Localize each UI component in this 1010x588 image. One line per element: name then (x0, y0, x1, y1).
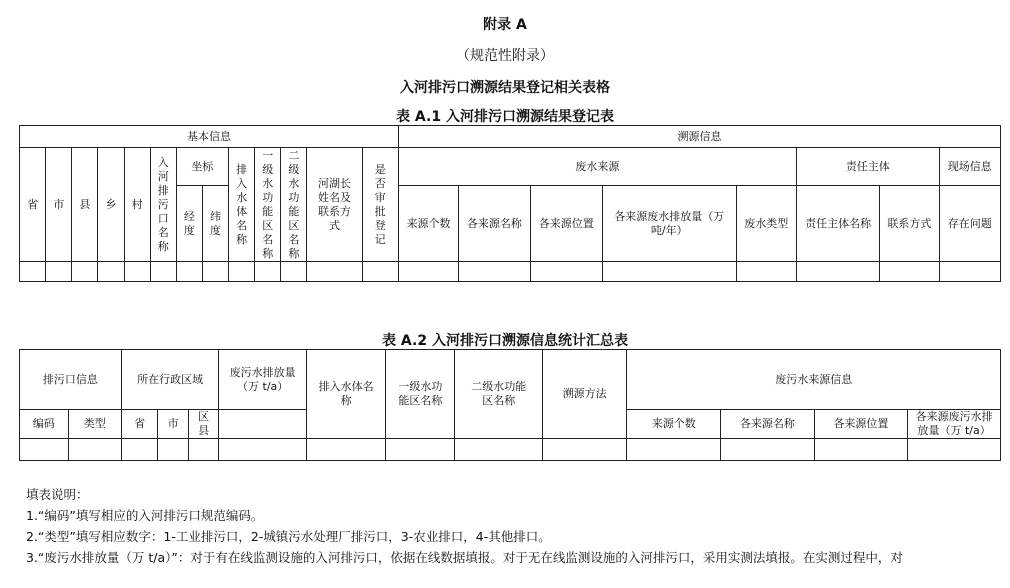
col-coordinates: 坐标 (176, 148, 228, 186)
appendix-subtitle: （规范性附录） (456, 48, 554, 64)
group-trace-info: 溯源信息 (398, 126, 1000, 148)
col-province: 省 (20, 148, 46, 262)
col-receiving-water: 排入水体名称 (229, 148, 255, 262)
table-row (20, 262, 1001, 282)
col-resp-name: 责任主体名称 (796, 186, 879, 262)
col-source-locations: 各来源位置 (814, 410, 908, 439)
group-admin-area: 所在行政区域 (121, 350, 219, 410)
col-city: 市 (46, 148, 72, 262)
col-source-discharge: 各来源废水排放量（万吨/年） (602, 186, 736, 262)
notes (26, 484, 1001, 568)
trace-summary-table (19, 349, 1001, 461)
col-village: 村 (124, 148, 150, 262)
table-row (20, 439, 1001, 461)
col-outlet-name: 入河排污口名称 (150, 148, 176, 262)
appendix-heading: 入河排污口溯源结果登记相关表格 (400, 80, 610, 96)
note-item: 2.“类型”填写相应数字：1-工业排污口，2-城镇污水处理厂排污口，3-农业排口，4-其他排口。 (26, 529, 551, 544)
col-method: 溯源方法 (542, 350, 626, 439)
col-latitude: 纬度 (202, 186, 228, 262)
table2-caption: 表 A.2 入河排污口溯源信息统计汇总表 (382, 333, 628, 349)
group-responsible: 责任主体 (796, 148, 939, 186)
col-source-count: 来源个数 (627, 410, 721, 439)
col-code: 编码 (20, 410, 69, 439)
col-source-names: 各来源名称 (459, 186, 530, 262)
group-wastewater-source: 废水来源 (398, 148, 796, 186)
appendix-title: 附录 A (483, 17, 527, 33)
col-source-locations: 各来源位置 (530, 186, 602, 262)
col-zone1: 一级水功能区名称 (386, 350, 455, 439)
col-county: 县 (72, 148, 98, 262)
note-item: 3.“废污水排放量（万 t/a）”：对于有在线监测设施的入河排污口，依据在线数据填报。对于无在线监测设施的入河排污口，采用实测法填报。在实测过程中，对 (26, 550, 903, 565)
col-approved: 是否审批登记 (362, 148, 398, 262)
col-zone2: 二级水功能区名称 (281, 148, 307, 262)
col-province: 省 (121, 410, 158, 439)
group-source-info: 废污水来源信息 (627, 350, 1001, 410)
col-receiving-water: 排入水体名称 (306, 350, 385, 439)
table1-caption: 表 A.1 入河排污口溯源结果登记表 (396, 109, 614, 125)
col-type: 类型 (68, 410, 121, 439)
col-city: 市 (158, 410, 189, 439)
col-zone1: 一级水功能区名称 (255, 148, 281, 262)
col-wastewater-type: 废水类型 (736, 186, 796, 262)
trace-result-table (19, 125, 1001, 282)
notes-title: 填表说明： (26, 487, 89, 502)
group-outlet-info: 排污口信息 (20, 350, 122, 410)
col-longitude: 经度 (176, 186, 202, 262)
col-source-names: 各来源名称 (721, 410, 815, 439)
group-site-info: 现场信息 (939, 148, 1000, 186)
note-item: 1.“编码”填写相应的入河排污口规范编码。 (26, 508, 264, 523)
col-problems: 存在问题 (939, 186, 1000, 262)
col-source-discharge: 各来源废污水排放量（万 t/a） (908, 410, 1001, 439)
col-discharge: 废污水排放量（万 t/a） (219, 350, 307, 410)
col-source-count: 来源个数 (398, 186, 458, 262)
col-zone2: 二级水功能区名称 (455, 350, 543, 439)
group-basic-info: 基本信息 (20, 126, 399, 148)
col-contact: 联系方式 (880, 186, 939, 262)
col-district: 区县 (188, 410, 219, 439)
col-river-chief: 河湖长姓名及联系方式 (307, 148, 362, 262)
col-town: 乡 (98, 148, 124, 262)
